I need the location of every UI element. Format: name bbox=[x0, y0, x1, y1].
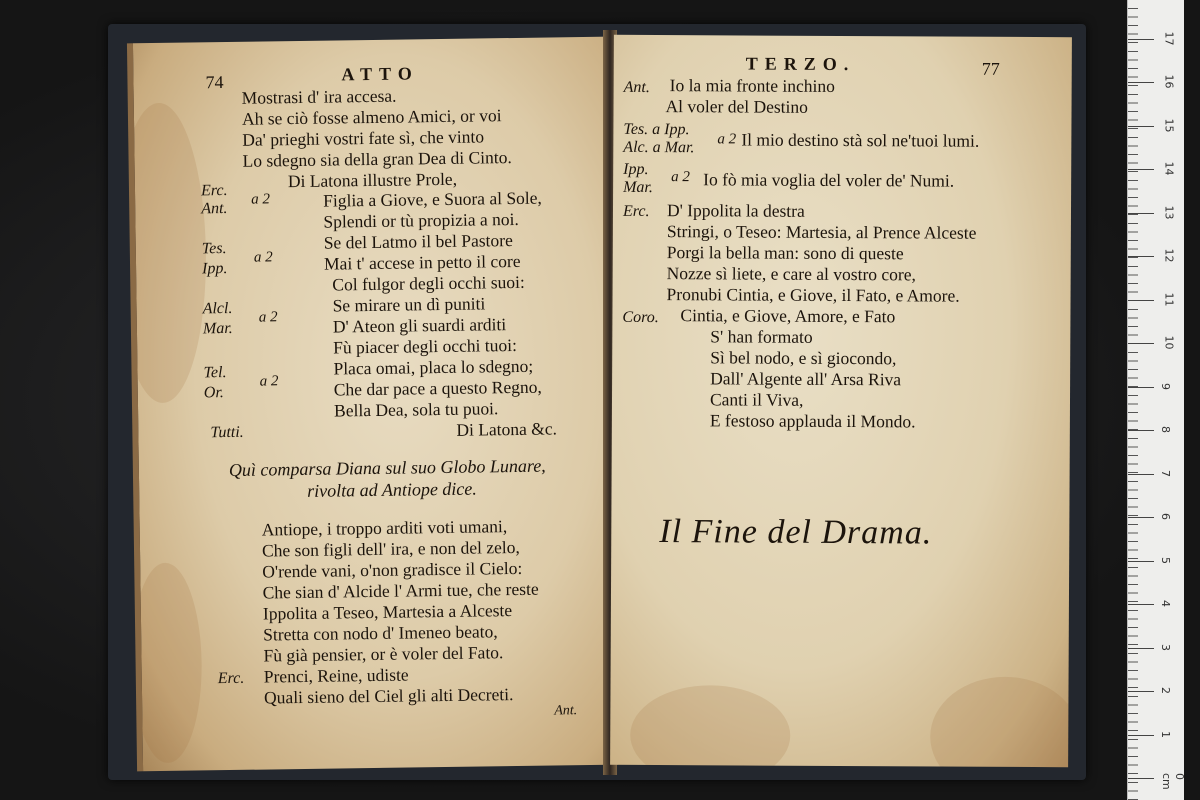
text-line: Il mio destino stà sol ne'tuoi lumi. bbox=[741, 129, 980, 151]
ruler-cm-tick bbox=[1128, 474, 1154, 475]
ruler-cm-tick bbox=[1128, 213, 1154, 214]
verse-line: Quali sieno del Ciel gli alti Decreti. bbox=[263, 684, 514, 708]
text-line: Lo sdegno sia della gran Dea di Cinto. bbox=[242, 147, 512, 171]
ruler-cm-tick bbox=[1128, 126, 1154, 127]
catchword: Ant. bbox=[554, 703, 578, 719]
ruler-cm-tick bbox=[1128, 39, 1154, 40]
text-line: Io fò mia voglia del voler de' Numi. bbox=[703, 169, 955, 191]
text-line: Che dar pace a questo Regno, bbox=[333, 376, 542, 400]
text-line: Al voler del Destino bbox=[665, 96, 808, 117]
speaker-label: Or. bbox=[203, 384, 224, 402]
text-line: Col fulgor degli occhi suoi: bbox=[332, 271, 525, 295]
verse-line: Prenci, Reine, udiste bbox=[263, 664, 409, 687]
ruler-label: 5 bbox=[1159, 556, 1172, 564]
text-line: Stringi, o Teseo: Martesia, al Prence Alceste bbox=[666, 221, 977, 243]
ruler-cm-tick bbox=[1128, 343, 1154, 344]
verse-line: Che sian d' Alcide l' Armi tue, che reste bbox=[262, 578, 539, 603]
speaker-label: Tel. bbox=[203, 364, 227, 382]
text-line: Splendi or tù propizia a noi. bbox=[323, 208, 519, 232]
ruler-label: 0 cm bbox=[1160, 773, 1186, 790]
text-line: Di Latona &c. bbox=[456, 418, 558, 440]
text-line: Sì bel nodo, e sì giocondo, bbox=[710, 347, 897, 369]
speaker-label: Erc. bbox=[200, 182, 228, 200]
page-stain bbox=[130, 562, 203, 763]
page-stain bbox=[630, 685, 791, 767]
text-line: Mostrasi d' ira accesa. bbox=[241, 85, 397, 108]
stage-direction: rivolta ad Antiope dice. bbox=[307, 478, 477, 501]
ruler-label: 6 bbox=[1159, 513, 1172, 520]
text-line: Fù piacer degli occhi tuoi: bbox=[333, 334, 518, 358]
ruler-cm-tick bbox=[1128, 778, 1154, 779]
speaker-label: Tes. a Ipp. bbox=[623, 120, 690, 139]
verse-line: Stretta con nodo d' Imeneo beato, bbox=[263, 621, 498, 645]
a-due-mark: a 2 bbox=[253, 249, 273, 266]
ruler-cm-tick bbox=[1128, 517, 1154, 518]
left-page-number: 74 bbox=[205, 72, 224, 93]
speaker-label: Coro. bbox=[622, 308, 659, 327]
verse-line: Antiope, i troppo arditi voti umani, bbox=[261, 516, 508, 540]
speaker-label: Alcl. bbox=[202, 299, 233, 318]
right-page-number: 77 bbox=[981, 58, 1000, 79]
text-line: Nozze sì liete, e care al vostro core, bbox=[666, 263, 916, 285]
right-page bbox=[610, 35, 1072, 767]
ruler-label: 3 bbox=[1159, 643, 1172, 651]
text-line: Se del Latmo il bel Pastore bbox=[323, 230, 513, 253]
text-line: E festoso applauda il Mondo. bbox=[709, 410, 916, 432]
text-line: Bella Dea, sola tu puoi. bbox=[333, 398, 499, 421]
a-due-mark: a 2 bbox=[671, 169, 690, 186]
a-due-mark: a 2 bbox=[251, 191, 270, 208]
ruler-label: 2 bbox=[1159, 687, 1172, 694]
text-line: Di Latona illustre Prole, bbox=[287, 168, 458, 192]
text-line: Pronubi Cintia, e Giove, il Fato, e Amore. bbox=[666, 284, 960, 306]
text-line: Figlia a Giove, e Suora al Sole, bbox=[323, 187, 542, 211]
speaker-label: Mar. bbox=[202, 319, 233, 338]
page-stain bbox=[930, 676, 1072, 767]
text-line: S' han formato bbox=[710, 326, 813, 347]
ruler-label: 13 bbox=[1162, 205, 1176, 219]
verse-line: Che son figli dell' ira, e non del zelo, bbox=[261, 536, 520, 561]
text-line: Canti il Viva, bbox=[709, 389, 804, 410]
ruler-label: 16 bbox=[1162, 74, 1176, 89]
ruler-cm-tick bbox=[1128, 387, 1154, 388]
speaker-label: Tutti. bbox=[210, 423, 244, 442]
ruler-label: 8 bbox=[1159, 426, 1172, 433]
speaker-label: Erc. bbox=[622, 202, 650, 220]
ruler-cm-tick bbox=[1128, 256, 1154, 257]
text-line: Io la mia fronte inchino bbox=[669, 75, 835, 96]
right-running-head: TERZO. bbox=[745, 53, 856, 75]
text-line: Da' prieghi vostri fate sì, che vinto bbox=[242, 126, 485, 150]
speaker-label: Tes. bbox=[201, 240, 227, 258]
text-line: Porgi la bella man: sono di queste bbox=[666, 242, 904, 264]
text-line: Se mirare un dì puniti bbox=[332, 293, 486, 316]
speaker-label: Mar. bbox=[623, 178, 653, 197]
ruler-cm-tick bbox=[1128, 648, 1154, 649]
text-line: D' Ateon gli suardi arditi bbox=[332, 314, 507, 337]
closing-title: Il Fine del Drama. bbox=[659, 513, 933, 552]
verse-line: Fù già pensier, or è voler del Fato. bbox=[263, 642, 504, 666]
ruler-cm-tick bbox=[1128, 691, 1154, 692]
text-line: Ah se ciò fosse almeno Amici, or voi bbox=[241, 105, 502, 129]
ruler-label: 15 bbox=[1162, 118, 1176, 132]
speaker-label: Ant. bbox=[201, 200, 228, 218]
ruler-cm-tick bbox=[1128, 430, 1154, 431]
speaker-label: Ipp. bbox=[623, 160, 649, 178]
verse-line: Ippolita a Teseo, Martesia a Alceste bbox=[262, 600, 513, 624]
a-due-mark: a 2 bbox=[258, 309, 278, 326]
text-line: Dall' Algente all' Arsa Riva bbox=[710, 368, 902, 390]
ruler-label: 11 bbox=[1162, 292, 1176, 306]
speaker-label: Erc. bbox=[217, 669, 245, 688]
stage-direction: Quì comparsa Diana sul suo Globo Lunare, bbox=[228, 455, 546, 481]
verse-line: O'rende vani, o'non gradisce il Cielo: bbox=[262, 557, 523, 582]
ruler-cm-tick bbox=[1128, 561, 1154, 562]
ruler-label: 7 bbox=[1159, 469, 1172, 477]
left-page bbox=[127, 37, 618, 772]
ruler-label: 12 bbox=[1162, 248, 1176, 263]
a-due-mark: a 2 bbox=[259, 373, 279, 390]
ruler-label: 4 bbox=[1159, 600, 1172, 607]
text-line: Cintia, e Giove, Amore, e Fato bbox=[680, 305, 896, 327]
ruler-cm-tick bbox=[1128, 604, 1154, 605]
ruler-cm-tick bbox=[1128, 735, 1154, 736]
a-due-mark: a 2 bbox=[717, 131, 737, 148]
ruler-label: 1 bbox=[1159, 730, 1172, 738]
speaker-label: Ipp. bbox=[201, 260, 228, 278]
text-line: Mai t' accese in petto il core bbox=[323, 250, 521, 274]
measuring-ruler bbox=[1127, 0, 1184, 800]
ruler-label: 9 bbox=[1159, 382, 1172, 390]
page-stain bbox=[127, 102, 208, 403]
ruler-cm-tick bbox=[1128, 169, 1154, 170]
ruler-cm-tick bbox=[1128, 82, 1154, 83]
left-running-head: ATTO bbox=[341, 63, 419, 85]
speaker-label: Alc. a Mar. bbox=[623, 138, 695, 157]
ruler-label: 14 bbox=[1162, 161, 1176, 176]
speaker-label: Ant. bbox=[623, 78, 650, 96]
text-line: D' Ippolita la destra bbox=[666, 200, 805, 221]
ruler-cm-tick bbox=[1128, 300, 1154, 301]
text-line: Placa omai, placa lo sdegno; bbox=[333, 355, 534, 379]
ruler-label: 17 bbox=[1162, 31, 1176, 45]
ruler-label: 10 bbox=[1162, 335, 1176, 350]
